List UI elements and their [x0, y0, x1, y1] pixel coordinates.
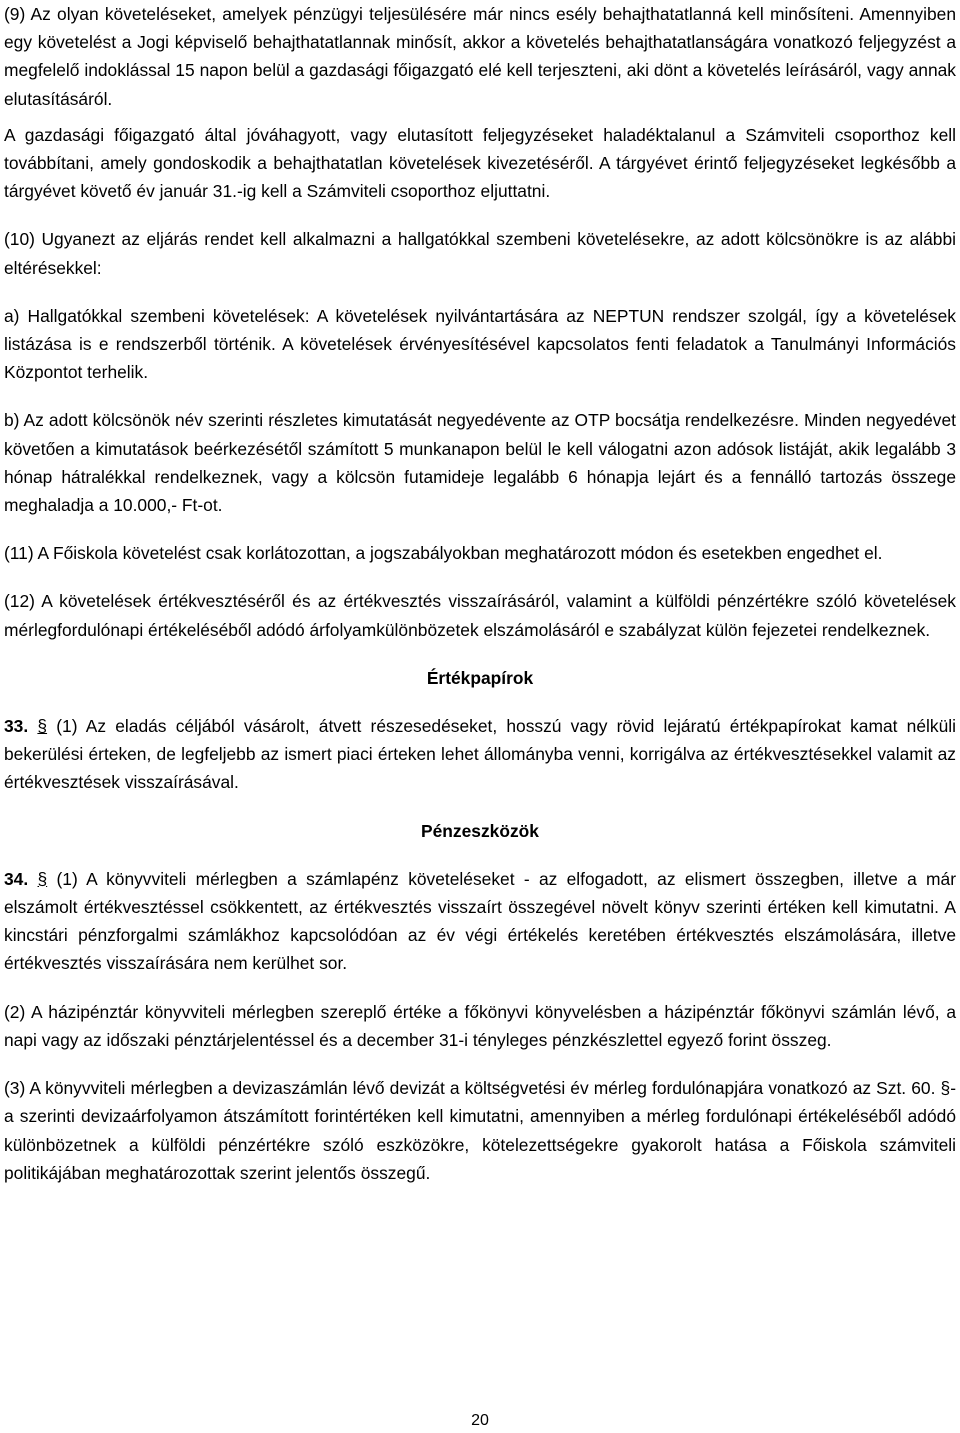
- section-34-2: (2) A házipénztár könyvviteli mérlegben szereplő értéke a főkönyvi könyvelésben a házipénztár főkönyvi számlán lévő, a napi vagy az időszaki pénztárjelentéssel és a december 31-i tényleges pénzkészlettel egyező forint összeg.: [4, 1001, 956, 1050]
- document-page: [4, 0, 956, 1187]
- heading-securities: Értékpapírok: [426, 667, 534, 688]
- section-34-3: (3) A könyvviteli mérlegben a devizaszámlán lévő devizát a költségvetési év mérleg fordulónapjára vonatkozó az Szt. 60. §-a szerinti devizaárfolyamon átszámított forintértéken kell kimutatni, amennyiben a mérleg fordulónapi értékeléséből adódó különbözetnek a külföldi pénzértékre szóló eszközökre, kötelezettségekre gyakorolt hatása a Főiskola számviteli politikájában meghatározottak szerint jelentős összegű.: [4, 1078, 956, 1183]
- heading-cash: Pénzeszközök: [421, 820, 539, 841]
- paragraph-sign: §: [37, 716, 48, 737]
- section-33: [4, 712, 956, 797]
- section-34-1-text: (1) A könyvviteli mérlegben a számlapénz követeléseket - az elfogadott, az elismert összegben, illetve a már elszámolt értékvesztéssel csökkentett, az értékvesztés visszaírt összegével növelt könyv szerinti értéken kell kimutatni. A kincstári pénzforgalmi számlákhoz kapcsolódóan az év végi értékelés keretében értékvesztés elszámolására, illetve értékvesztés visszaírására nem kerülhet sor.: [4, 868, 957, 974]
- section-33-text: (1) Az eladás céljából vásárolt, átvett részesedéseket, hosszú vagy rövid lejáratú értékpapírokat kamat nélküli bekerülési érteken, de legfeljebb az ismert piaci érteken lehet állományba venni, korrigálva az értékvesztésekkel valamit az értékvesztések visszaírásával.: [4, 716, 956, 793]
- paragraph-10-a: a) Hallgatókkal szembeni követelések: A követelések nyilvántartására az NEPTUN rendszer szolgál, így a követelések listázása is e rendszerből történik. A követelések érvényesítésével kapcsolatos fenti feladatok a Tanulmányi Információs Központot terhelik.: [4, 305, 956, 383]
- paragraph-9: (9) Az olyan követeléseket, amelyek pénzügyi teljesülésére már nincs esély behajthatatlanná kell minősíteni. Amennyiben egy követelést a Jogi képviselő behajthatatlannak minősít, akkor a követelés behajthatatlanságára vonatkozó feljegyzést a megfelelő indoklással 15 napon belül a gazdasági főigazgató elé kell terjeszteni, aki dönt a követelés leírásáról, vagy annak elutasításáról.: [4, 4, 956, 109]
- section-number-34: 34.: [4, 868, 29, 889]
- paragraph-10: (10) Ugyanezt az eljárás rendet kell alkalmazni a hallgatókkal szembeni követelésekre, az adott kölcsönökre is az alábbi eltérésekkel:: [4, 229, 956, 278]
- paragraph-sign: §: [37, 868, 48, 889]
- section-number-33: 33.: [4, 716, 29, 737]
- page-number: 20: [471, 1412, 489, 1429]
- section-34-1: [4, 865, 956, 978]
- paragraph-10-b: b) Az adott kölcsönök név szerinti részletes kimutatását negyedévente az OTP bocsátja rendelkezésre. Minden negyedévet követően a kimutatások beérkezésétől számított 5 munkanapon belül le kell válogatni azon adósok listáját, akik legalább 3 hónap hátralékkal rendelkeznek, vagy a kölcsön futamideje legalább 6 hónapja lejárt és a fennálló tartozás összege meghaladja a 10.000,- Ft-ot.: [4, 410, 956, 516]
- paragraph-11: (11) A Főiskola követelést csak korlátozottan, a jogszabályokban meghatározott módon és esetekben engedhet el.: [4, 543, 883, 564]
- paragraph-9-continued: A gazdasági főigazgató által jóváhagyott, vagy elutasított feljegyzéseket haladéktalanul a Számviteli csoporthoz kell továbbítani, amely gondoskodik a behajthatatlan követelések kivezetéséről. A tárgyévet érintő feljegyzéseket legkésőbb a tárgyévet követő év január 31.-ig kell a Számviteli csoporthoz eljuttatni.: [4, 124, 956, 202]
- paragraph-12: (12) A követelések értékvesztéséről és az értékvesztés visszaírásáról, valamint a külföldi pénzértékre szóló követelések mérlegfordulónapi értékeléséből adódó árfolyamkülönbözetek elszámolásáról e szabályzat külön fejezetei rendelkeznek.: [4, 591, 956, 640]
